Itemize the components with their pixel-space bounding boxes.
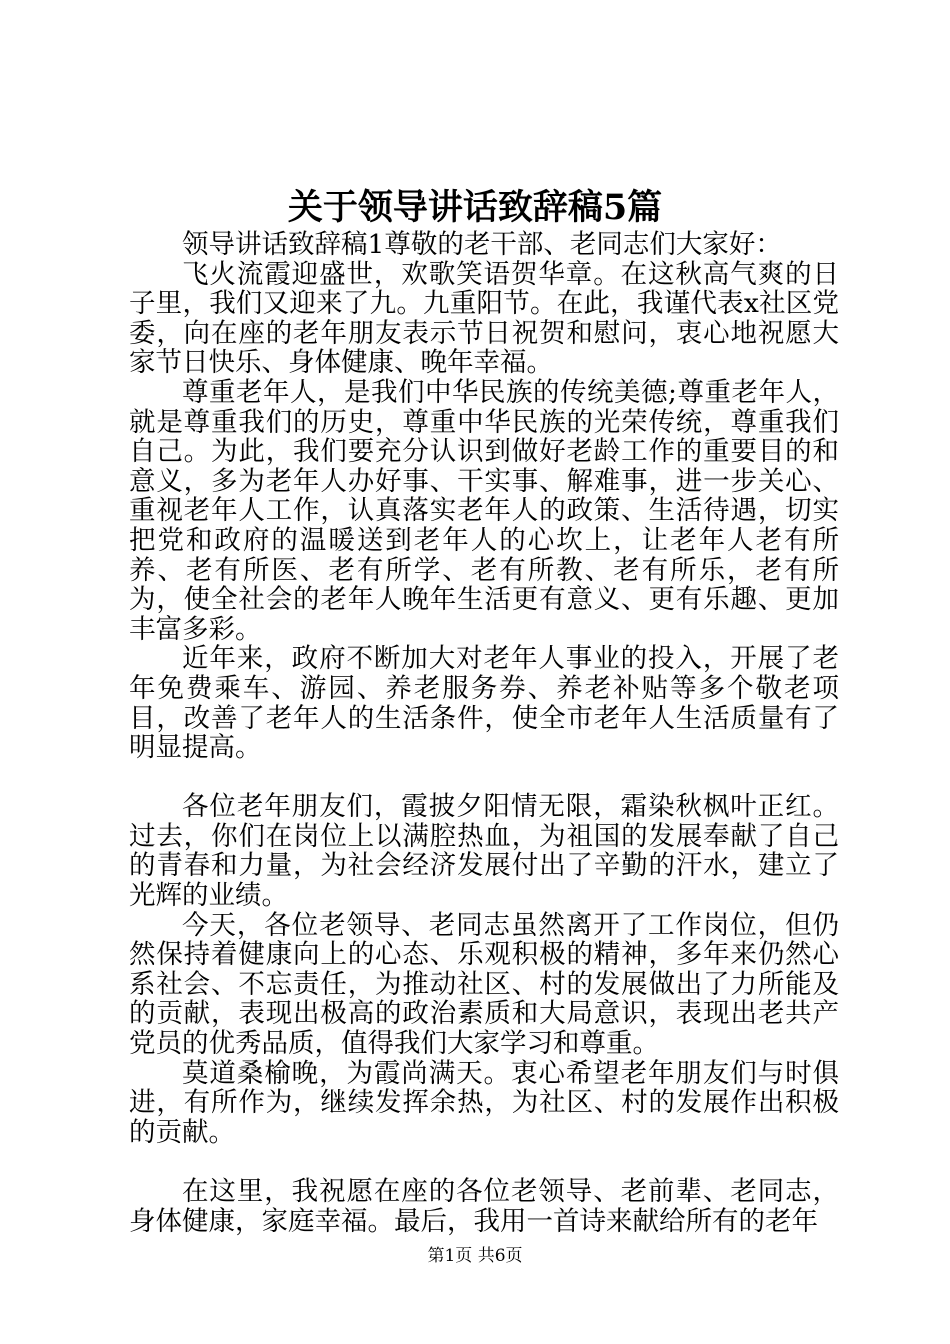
document-title: 关于领导讲话致辞稿5篇 <box>287 187 663 228</box>
page-footer: 第1页 共6页 <box>427 1246 523 1266</box>
paragraph-hope: 莫道桑榆晚，为霞尚满天。衷心希望老年朋友们与时俱进，有所作为，继续发挥余热，为社区、村的发展作出积极的贡献。 <box>129 1057 839 1148</box>
paragraph-government-investment: 近年来，政府不断加大对老年人事业的投入，开展了老年免费乘车、游园、养老服务券、养老补贴等多个敬老项目，改善了老年人的生活条件，使全市老年人生活质量有了明显提高。 <box>129 643 839 764</box>
paragraph-respect-elderly: 尊重老年人，是我们中华民族的传统美德;尊重老年人，就是尊重我们的历史，尊重中华民族的光荣传统，尊重我们自己。为此，我们要充分认识到做好老龄工作的重要目的和意义，多为老年人办好事、干实事、解难事，进一步关心、重视老年人工作，认真落实老年人的政策、生活待遇，切实把党和政府的温暖送到老年人的心坎上，让老年人老有所养、老有所医、老有所学、老有所教、老有所乐，老有所为，使全社会的老年人晚年生活更有意义、更有乐趣、更加丰富多彩。 <box>129 376 839 645</box>
paragraph-greeting: 领导讲话致辞稿1尊敬的老干部、老同志们大家好： <box>182 229 782 260</box>
paragraph-festival-greeting: 飞火流霞迎盛世，欢歌笑语贺华章。在这秋高气爽的日子里，我们又迎来了九。九重阳节。在此，我谨代表x社区党委，向在座的老年朋友表示节日祝贺和慰问，衷心地祝愿大家节日快乐、身体健康、晚年幸福。 <box>129 258 839 379</box>
paragraph-past-contributions: 各位老年朋友们，霞披夕阳情无限，霜染秋枫叶正红。过去，你们在岗位上以满腔热血，为祖国的发展奉献了自己的青春和力量，为社会经济发展付出了辛勤的汗水，建立了光辉的业绩。 <box>129 791 839 912</box>
document-body <box>129 230 839 1236</box>
paragraph-spacer <box>129 1147 839 1177</box>
paragraph-present-spirit: 今天，各位老领导、老同志虽然离开了工作岗位，但仍然保持着健康向上的心态、乐观积极的精神，多年来仍然心系社会、不忘责任，为推动社区、村的发展做出了力所能及的贡献，表现出极高的政治素质和大局意识，表现出老共产党员的优秀品质，值得我们大家学习和尊重。 <box>129 909 839 1060</box>
paragraph-closing-wishes: 在这里，我祝愿在座的各位老领导、老前辈、老同志，身体健康，家庭幸福。最后，我用一首诗来献给所有的老年 <box>129 1176 839 1237</box>
paragraph-spacer <box>129 763 839 793</box>
